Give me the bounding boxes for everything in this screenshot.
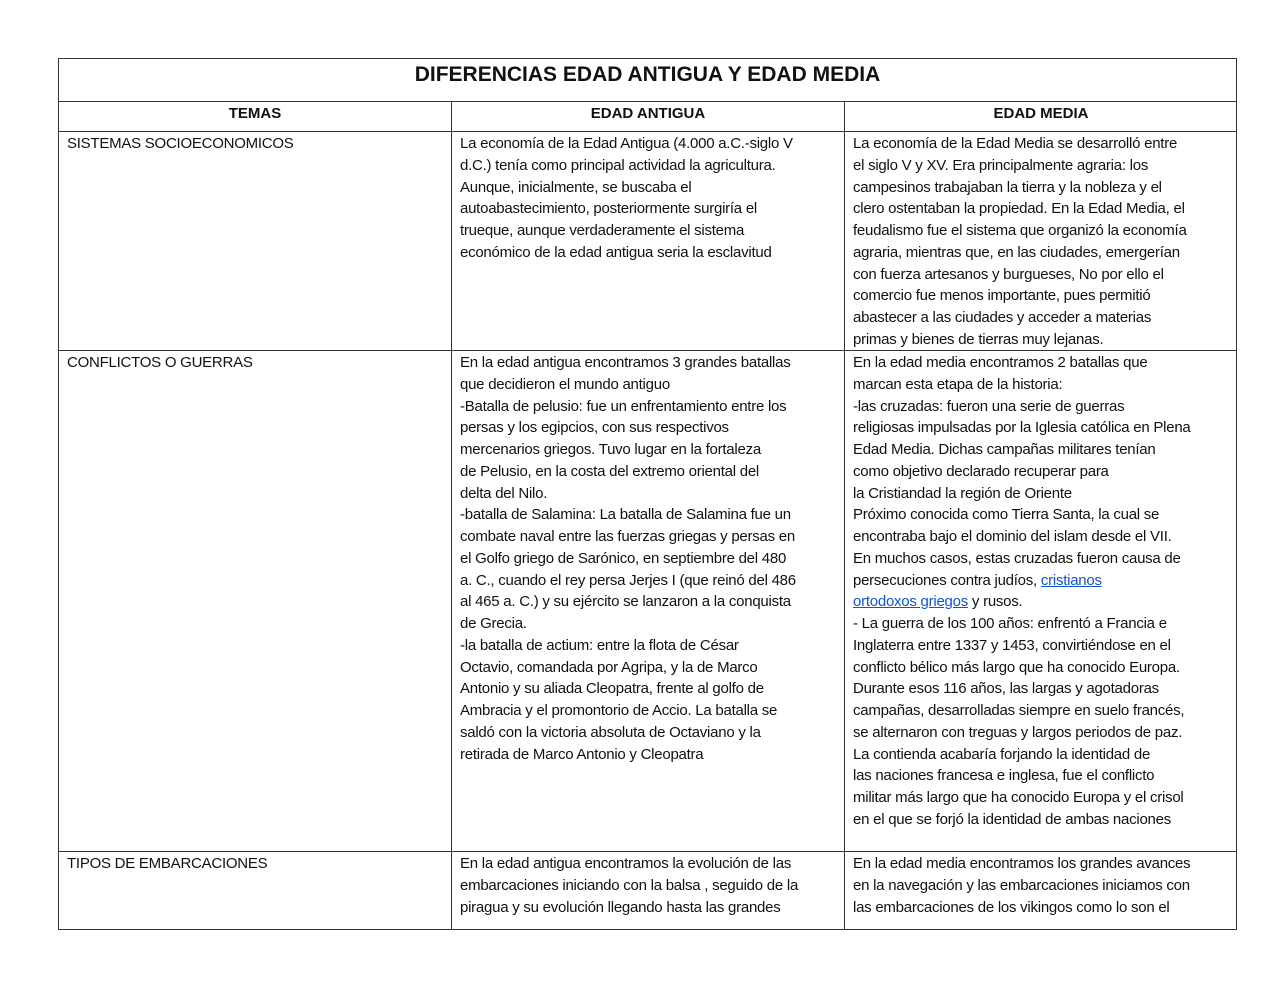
text-line: con fuerza artesanos y burgueses, No por ello el bbox=[853, 265, 1164, 283]
text-line: las embarcaciones de los vikingos como lo son el bbox=[853, 898, 1170, 916]
text-line: campañas, desarrolladas siempre en suelo francés, bbox=[853, 702, 1185, 719]
tema-cell: CONFLICTOS O GUERRAS bbox=[67, 354, 253, 371]
text-line: campesinos trabajaban la tierra y la nobleza y el bbox=[853, 178, 1162, 196]
media-cell bbox=[853, 352, 1191, 831]
divider bbox=[59, 851, 1236, 852]
text-line: encontraba bajo el dominio del islam desde el VII. bbox=[853, 528, 1172, 545]
text-line: mercenarios griegos. Tuvo lugar en la fortaleza bbox=[460, 441, 761, 458]
text-line: piragua y su evolución llegando hasta las grandes bbox=[460, 898, 781, 916]
text-line: feudalismo fue el sistema que organizó la economía bbox=[853, 222, 1187, 239]
text: y rusos. bbox=[968, 593, 1023, 611]
text-line: las naciones francesa e inglesa, fue el conflicto bbox=[853, 767, 1155, 785]
text-line: se alternaron con treguas y largos periodos de paz. bbox=[853, 723, 1183, 741]
link-cristianos-ortodoxos[interactable]: ortodoxos griegos bbox=[853, 593, 968, 611]
text-line: la Cristiandad la región de Oriente bbox=[853, 484, 1072, 502]
comparison-table bbox=[58, 58, 1237, 930]
text-line: - La guerra de los 100 años: enfrentó a Francia e bbox=[853, 615, 1167, 632]
text-line bbox=[853, 591, 1191, 613]
text-line: marcan esta etapa de la historia: bbox=[853, 375, 1063, 393]
text-line: agraria, mientras que, en las ciudades, emergerían bbox=[853, 243, 1180, 261]
text-line: -las cruzadas: fueron una serie de guerras bbox=[853, 397, 1125, 415]
text-line: En la edad antigua encontramos la evolución de las bbox=[460, 855, 792, 872]
text-line: La contienda acabaría forjando la identidad de bbox=[853, 745, 1151, 763]
media-lines-b bbox=[853, 613, 1191, 831]
text-line: el Golfo griego de Sarónico, en septiembre del 480 bbox=[460, 549, 787, 567]
text-line: -Batalla de pelusio: fue un enfrentamiento entre los bbox=[460, 397, 787, 415]
antigua-cell bbox=[460, 352, 796, 765]
text-line: de Grecia. bbox=[460, 615, 527, 632]
text-line: Aunque, inicialmente, se buscaba el bbox=[460, 178, 692, 196]
text-line: Edad Media. Dichas campañas militares tenían bbox=[853, 441, 1156, 458]
text-line: de Pelusio, en la costa del extremo oriental del bbox=[460, 462, 760, 480]
divider bbox=[59, 131, 1236, 132]
text-line: abastecer a las ciudades y acceder a materias bbox=[853, 309, 1152, 326]
text-line: el siglo V y XV. Era principalmente agraria: los bbox=[853, 156, 1149, 174]
text-line: en la navegación y las embarcaciones iniciamos con bbox=[853, 876, 1190, 894]
text-line: a. C., cuando el rey persa Jerjes I (que reinó del 486 bbox=[460, 571, 796, 589]
text-line: que decidieron el mundo antiguo bbox=[460, 375, 670, 393]
text-line: d.C.) tenía como principal actividad la agricultura. bbox=[460, 156, 776, 174]
text-line: En muchos casos, estas cruzadas fueron causa de bbox=[853, 549, 1181, 567]
text-line: económico de la edad antigua seria la esclavitud bbox=[460, 243, 772, 261]
antigua-cell bbox=[460, 133, 793, 264]
text-line: primas y bienes de tierras muy lejanas. bbox=[853, 330, 1104, 348]
text-line: embarcaciones iniciando con la balsa , seguido de la bbox=[460, 876, 799, 894]
header-edad-media: EDAD MEDIA bbox=[993, 105, 1089, 122]
text-line: Inglaterra entre 1337 y 1453, convirtiéndose en el bbox=[853, 636, 1171, 654]
text-line: En la edad media encontramos los grandes avances bbox=[853, 855, 1191, 872]
divider bbox=[59, 101, 1236, 102]
text-line: Antonio y su aliada Cleopatra, frente al golfo de bbox=[460, 680, 764, 698]
text-line: delta del Nilo. bbox=[460, 484, 548, 502]
divider bbox=[844, 101, 845, 929]
text-line: militar más largo que ha conocido Europa y el crisol bbox=[853, 789, 1184, 806]
text-line: religiosas impulsadas por la Iglesia católica en Plena bbox=[853, 419, 1191, 437]
text-line: -batalla de Salamina: La batalla de Salamina fue un bbox=[460, 506, 791, 524]
table-title: DIFERENCIAS EDAD ANTIGUA Y EDAD MEDIA bbox=[414, 63, 881, 86]
link-cristianos-ortodoxos[interactable]: cristianos bbox=[1040, 571, 1102, 589]
antigua-cell bbox=[460, 853, 798, 918]
divider bbox=[451, 101, 452, 929]
text-line: En la edad media encontramos 2 batallas que bbox=[853, 354, 1148, 371]
text-line: Próximo conocida como Tierra Santa, la cual se bbox=[853, 506, 1160, 524]
header-edad-antigua: EDAD ANTIGUA bbox=[590, 105, 706, 122]
text-line: Ambracia y el promontorio de Accio. La batalla se bbox=[460, 702, 778, 719]
text-line: saldó con la victoria absoluta de Octaviano y la bbox=[460, 723, 761, 741]
text-line: en el que se forjó la identidad de ambas naciones bbox=[853, 810, 1171, 828]
text-line: La economía de la Edad Media se desarrolló entre bbox=[853, 135, 1178, 152]
text-line: comercio fue menos importante, pues permitió bbox=[853, 287, 1151, 305]
text-line: como objetivo declarado recuperar para bbox=[853, 462, 1109, 480]
text-line: al 465 a. C.) y su ejército se lanzaron a la conquista bbox=[460, 593, 791, 611]
text-line bbox=[853, 570, 1191, 592]
media-cell bbox=[853, 853, 1190, 918]
tema-cell: TIPOS DE EMBARCACIONES bbox=[67, 855, 268, 872]
media-lines-a bbox=[853, 352, 1191, 570]
text: persecuciones contra judíos, bbox=[853, 571, 1041, 589]
text-line: clero ostentaban la propiedad. En la Edad Media, el bbox=[853, 200, 1185, 218]
text-line: persas y los egipcios, con sus respectivos bbox=[460, 419, 729, 437]
text-line: conflicto bélico más largo que ha conocido Europa. bbox=[853, 658, 1180, 676]
text-line: trueque, aunque verdaderamente el sistema bbox=[460, 222, 745, 239]
text-line: autoabastecimiento, posteriormente surgiría el bbox=[460, 200, 757, 218]
text-line: Octavio, comandada por Agripa, y la de Marco bbox=[460, 658, 758, 676]
text-line: La economía de la Edad Antigua (4.000 a.C.-siglo V bbox=[460, 135, 793, 152]
text-line: retirada de Marco Antonio y Cleopatra bbox=[460, 745, 704, 763]
text-line: -la batalla de actium: entre la flota de César bbox=[460, 636, 739, 654]
text-line: combate naval entre las fuerzas griegas y persas en bbox=[460, 528, 795, 545]
tema-cell: SISTEMAS SOCIOECONOMICOS bbox=[67, 135, 294, 152]
text-line: En la edad antigua encontramos 3 grandes batallas bbox=[460, 354, 791, 371]
media-cell bbox=[853, 133, 1187, 351]
header-temas: TEMAS bbox=[228, 105, 282, 122]
text-line: Durante esos 116 años, las largas y agotadoras bbox=[853, 680, 1159, 698]
